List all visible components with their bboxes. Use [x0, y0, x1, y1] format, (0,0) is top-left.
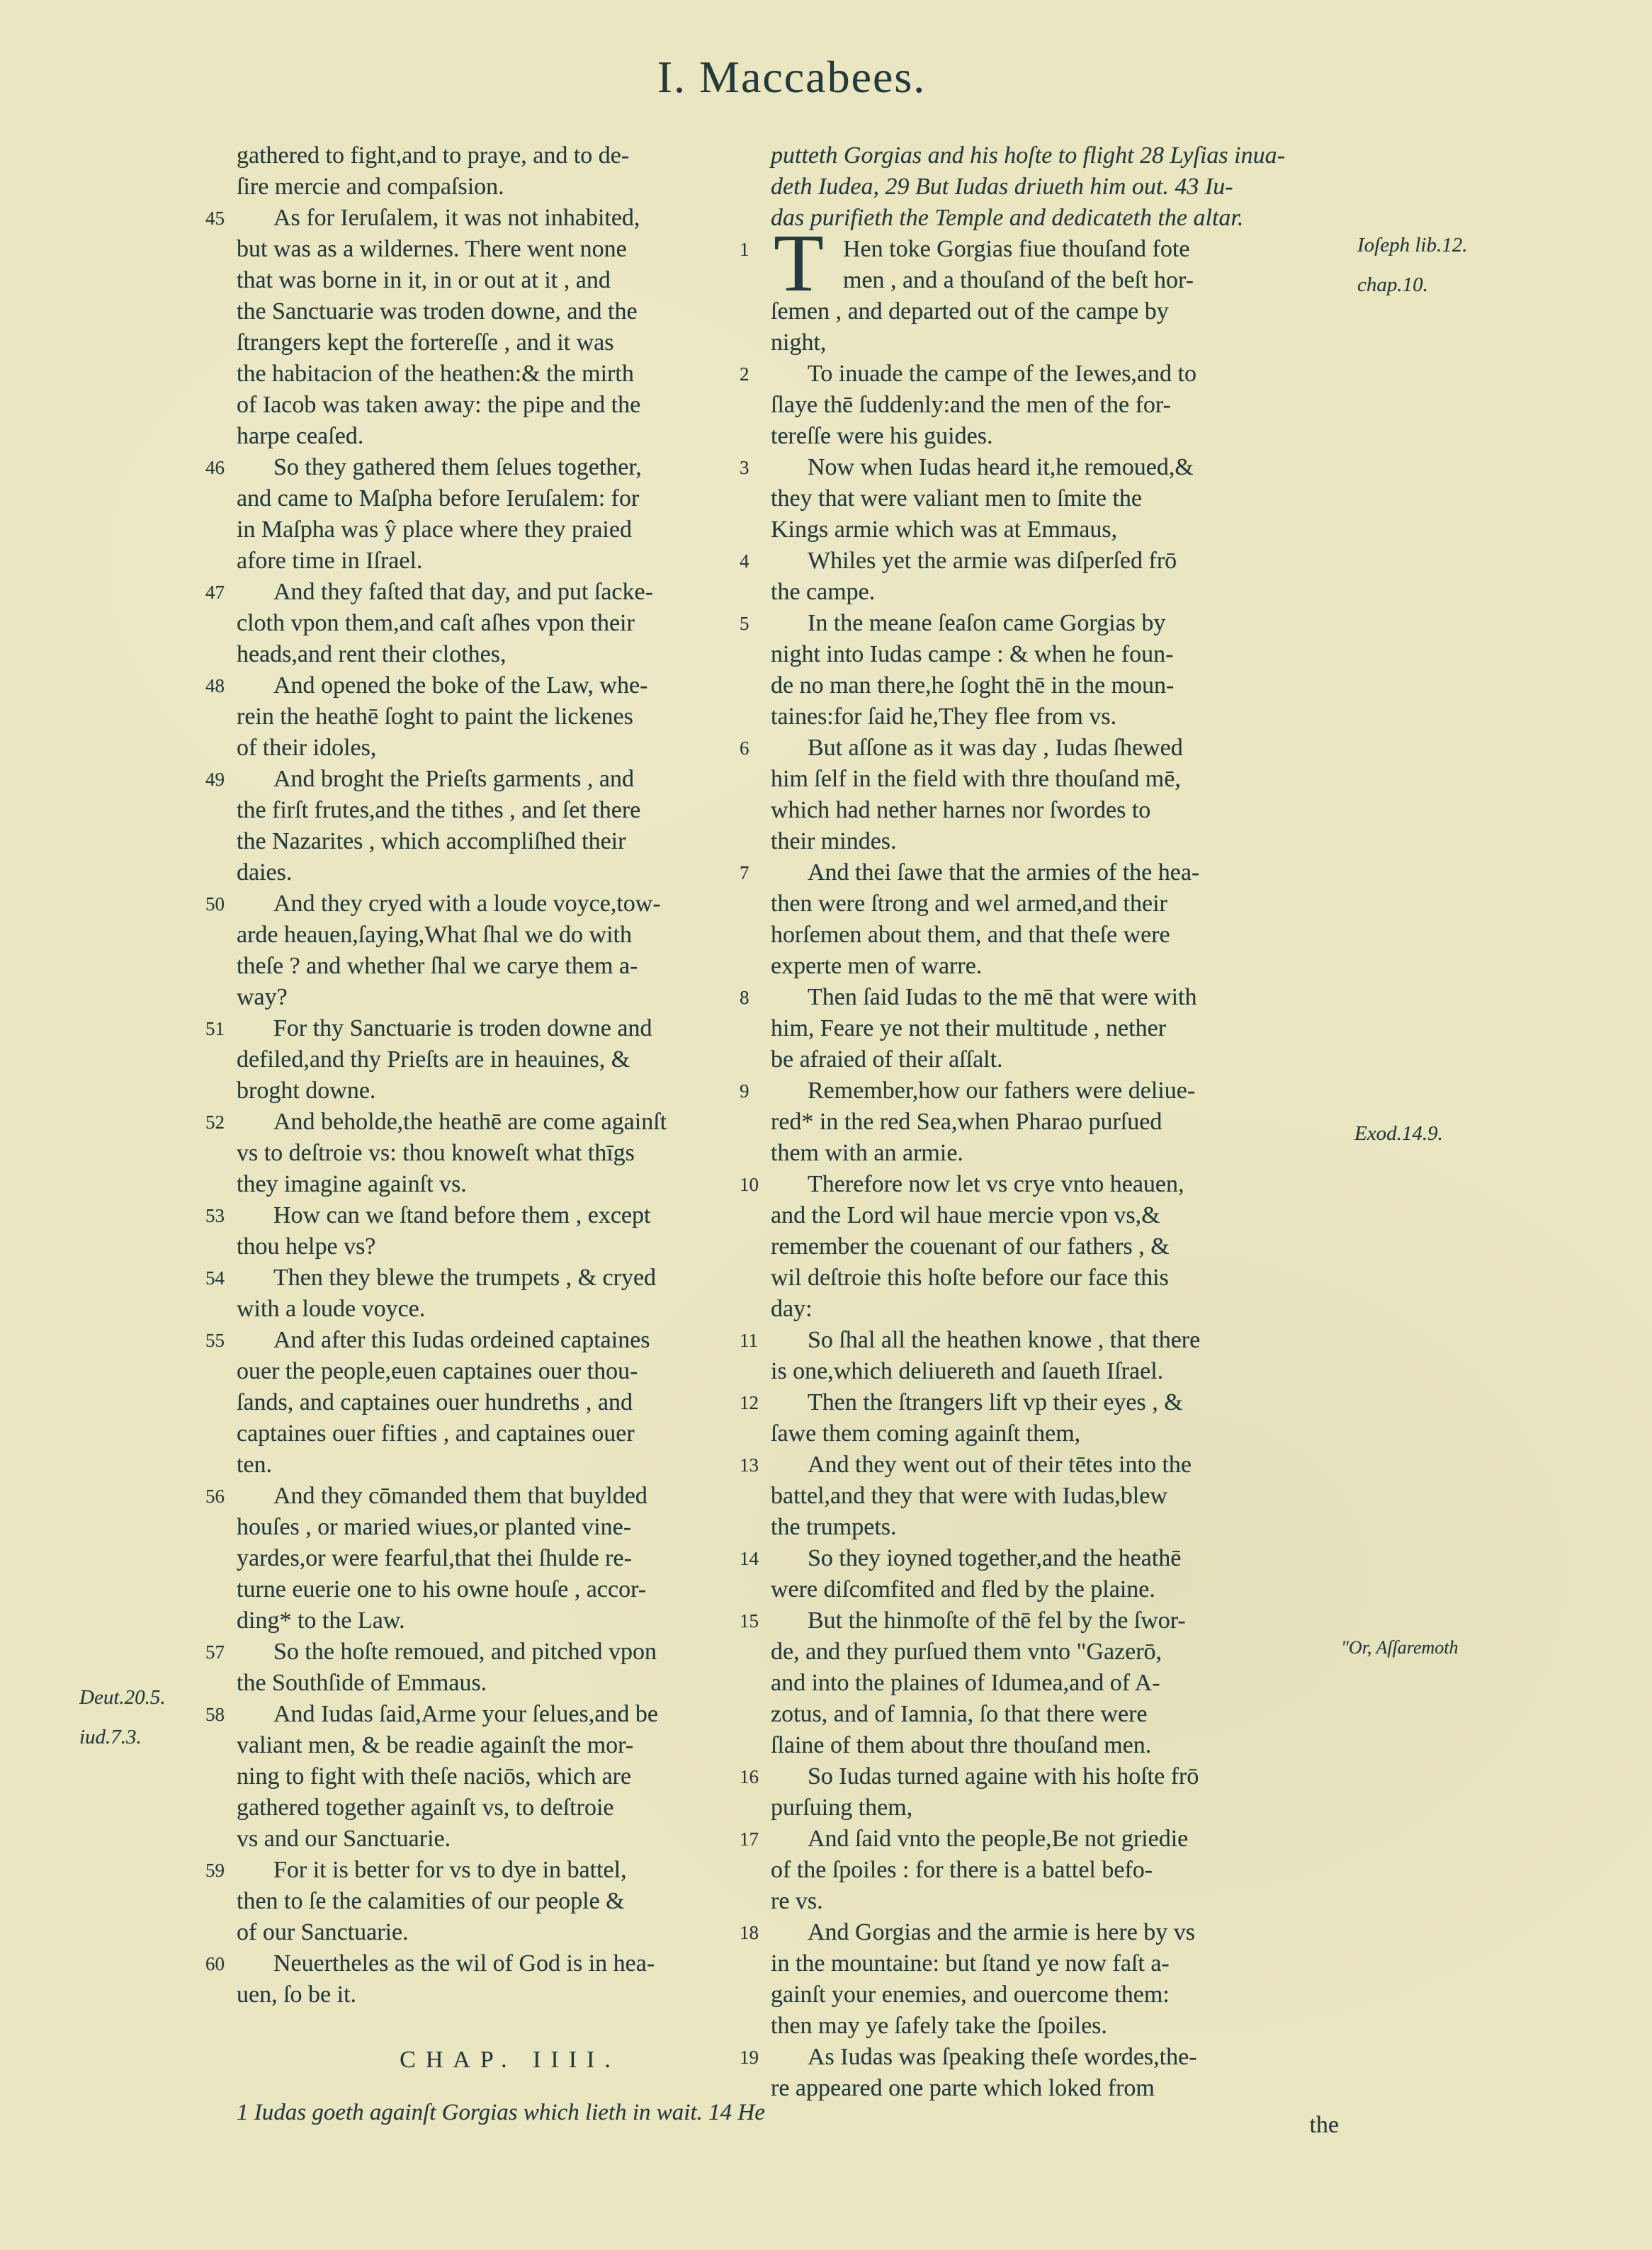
verse-line: men , and a thouſand of the beſt hor-	[843, 267, 1194, 293]
verse-line: re appeared one parte which loked from	[771, 2075, 1155, 2101]
verse-line: that was borne in it, in or out at it , and	[237, 267, 611, 293]
verse-line: 56 And they cōmanded them that buylded	[205, 1483, 647, 1509]
verse-line: 45 As for Ieruſalem, it was not inhabited,	[205, 205, 640, 231]
verse-line: 46 So they gathered them ſelues together,	[205, 454, 642, 480]
verse-56	[205, 1481, 783, 1636]
verse-line: then may ye ſafely take the ſpoiles.	[771, 2013, 1107, 2039]
verse-7	[740, 857, 1367, 982]
verse-number: 55	[205, 1330, 225, 1351]
verse-line: 8 Then ſaid Iudas to the mē that were with	[740, 984, 1197, 1010]
margin-note-line: Exod.14.9.	[1354, 1122, 1443, 1145]
verse-number: 9	[740, 1080, 749, 1102]
verse-number: 12	[740, 1392, 759, 1413]
verse-line: ten.	[237, 1452, 273, 1478]
verse-4	[740, 545, 1367, 608]
verse-number: 52	[205, 1112, 225, 1133]
argument-line: deth Iudea, 29 But Iudas driueth him out. 43 Iu-	[771, 174, 1233, 200]
verse-line: ſawe them coming againſt them,	[771, 1420, 1081, 1447]
verse-line: horſemen about them, and that theſe were	[771, 922, 1170, 948]
verse-line: night,	[771, 329, 827, 356]
verse-57	[205, 1636, 783, 1699]
verse-number: 2	[740, 363, 749, 385]
verse-number: 48	[205, 675, 225, 696]
verse-54	[205, 1262, 783, 1325]
verse-number: 17	[740, 1828, 759, 1850]
verse-line: houſes , or maried wiues,or planted vine-	[237, 1514, 632, 1540]
verse-line: remember the couenant of our fathers , &	[771, 1233, 1170, 1260]
verse-number: 1	[740, 239, 749, 260]
verse-line: vs to deſtroie vs: thou knoweſt what thīgs	[237, 1140, 635, 1166]
verse-number: 58	[205, 1704, 225, 1725]
margin-note-exodus	[1354, 1114, 1443, 1153]
verse-line: afore time in Iſrael.	[237, 548, 423, 574]
verse-line: of Iacob was taken away: the pipe and the	[237, 392, 641, 418]
verse-line: 47 And they faſted that day, and put ſacke-	[205, 579, 653, 605]
text-line: gathered to fight,and to praye, and to de-	[237, 142, 630, 169]
verse-11	[740, 1325, 1367, 1387]
verse-45	[205, 203, 783, 452]
verse-line: 9 Remember,how our fathers were deliue-	[740, 1078, 1196, 1104]
verse-number: 18	[740, 1922, 759, 1943]
verse-line: 10 Therefore now let vs crye vnto heauen,	[740, 1171, 1184, 1197]
verse-continuation	[237, 140, 783, 203]
verse-number: 15	[740, 1610, 759, 1632]
verse-line: 54 Then they blewe the trumpets , & cryed	[205, 1265, 657, 1291]
verse-line: harpe ceaſed.	[237, 423, 364, 449]
argument-line: putteth Gorgias and his hoſte to flight 28 Lyſias inua-	[771, 142, 1285, 169]
verse-line: ning to fight with theſe naciōs, which are	[237, 1763, 632, 1790]
verse-17	[740, 1824, 1367, 1917]
verse-line: 53 How can we ſtand before them , except	[205, 1202, 651, 1228]
verse-line: gathered together againſt vs, to deſtroie	[237, 1794, 614, 1821]
verse-line: the firſt frutes,and the tithes , and ſet there	[237, 797, 641, 823]
verse-line: and the Lord wil haue mercie vpon vs,&	[771, 1202, 1160, 1228]
verse-line: 15 But the hinmoſte of thē fel by the ſwor-	[740, 1607, 1186, 1634]
verse-12	[740, 1387, 1367, 1449]
left-column	[205, 140, 783, 2128]
verse-number: 4	[740, 550, 749, 572]
verse-number: 59	[205, 1860, 225, 1881]
verse-line: ſands, and captaines ouer hundreths , and	[237, 1389, 633, 1415]
verse-line: purſuing them,	[771, 1794, 913, 1821]
verse-line: 11 So ſhal all the heathen knowe , that there	[740, 1327, 1201, 1353]
verse-line: turne euerie one to his owne houſe , accor-	[237, 1576, 647, 1602]
verse-line: with a loude voyce.	[237, 1296, 426, 1322]
verse-line: 12 Then the ſtrangers lift vp their eyes , &	[740, 1389, 1183, 1415]
verse-line: 1 Hen toke Gorgias fiue thouſand fote	[740, 236, 1190, 262]
verse-line: ſlaine of them about thre thouſand men.	[771, 1732, 1152, 1758]
verse-line: them with an armie.	[771, 1140, 963, 1166]
verse-line: wil deſtroie this hoſte before our face this	[771, 1265, 1169, 1291]
verse-line: 60 Neuertheles as the wil of God is in hea-	[205, 1950, 655, 1977]
verse-line: they that were valiant men to ſmite the	[771, 485, 1142, 511]
verse-line: 57 So the hoſte remoued, and pitched vpon	[205, 1639, 657, 1665]
verse-line: 52 And beholde,the heathē are come againſt	[205, 1109, 667, 1135]
verse-52	[205, 1107, 783, 1200]
verse-line: ſlaye thē ſuddenly:and the men of the for-	[771, 392, 1171, 418]
verse-number: 50	[205, 893, 225, 915]
verse-line: de no man there,he ſoght thē in the moun-	[771, 672, 1175, 699]
verse-59	[205, 1855, 783, 1948]
verse-line: taines:for ſaid he,They flee from vs.	[771, 703, 1117, 730]
chapter-heading: CHAP. IIII.	[400, 2047, 621, 2073]
verse-line: then to ſe the calamities of our people &	[237, 1888, 625, 1914]
verse-line: him ſelf in the field with thre thouſand mē,	[771, 766, 1181, 792]
verse-line: 14 So they ioyned together,and the heathē	[740, 1545, 1182, 1571]
verse-line: the Nazarites , which accompliſhed their	[237, 828, 626, 854]
verse-5	[740, 608, 1367, 733]
verse-line: ſemen , and departed out of the campe by	[771, 298, 1169, 324]
margin-note-line: Ioſeph lib.12.	[1357, 234, 1468, 256]
verse-number: 57	[205, 1641, 225, 1663]
verse-line: 2 To inuade the campe of the Iewes,and to	[740, 361, 1196, 387]
verse-line: the campe.	[771, 579, 876, 605]
verse-line: thou helpe vs?	[237, 1233, 376, 1260]
verse-line: 55 And after this Iudas ordeined captaines	[205, 1327, 650, 1353]
verse-line: defiled,and thy Prieſts are in heauines, &	[237, 1046, 630, 1073]
verse-50	[205, 888, 783, 1013]
verse-line: re vs.	[771, 1888, 823, 1914]
verse-line: and came to Maſpha before Ieruſalem: for	[237, 485, 640, 511]
verse-line: 50 And they cryed with a loude voyce,tow-	[205, 891, 661, 917]
verse-line: 19 As Iudas was ſpeaking theſe wordes,the-	[740, 2044, 1197, 2070]
chapter-summary: 1 Iudas goeth againſt Gorgias which lieth in wait. 14 He	[237, 2100, 765, 2125]
verse-line: 4 Whiles yet the armie was diſperſed frō	[740, 548, 1177, 574]
right-column	[740, 140, 1367, 2141]
verse-15	[740, 1605, 1367, 1761]
verse-number: 10	[740, 1174, 759, 1195]
verse-line: and into the plaines of Idumea,and of A-	[771, 1670, 1160, 1696]
verse-line: tereſſe were his guides.	[771, 423, 993, 449]
verse-line: 17 And ſaid vnto the people,Be not griedie	[740, 1826, 1189, 1852]
verse-9	[740, 1075, 1367, 1169]
verse-46	[205, 452, 783, 577]
margin-note-assaremoth	[1341, 1628, 1458, 1668]
verse-number: 16	[740, 1766, 759, 1787]
verse-10	[740, 1169, 1367, 1325]
verse-line: battel,and they that were with Iudas,blew	[771, 1483, 1167, 1509]
verse-line: ding* to the Law.	[237, 1607, 405, 1634]
verse-line: in the mountaine: but ſtand ye now faſt a-	[771, 1950, 1170, 1977]
verse-6	[740, 733, 1367, 857]
verse-line: they imagine againſt vs.	[237, 1171, 467, 1197]
left-verses	[205, 203, 783, 2011]
verse-line: of the ſpoiles : for there is a battel befo-	[771, 1857, 1153, 1883]
verse-number: 54	[205, 1267, 225, 1289]
verse-49	[205, 764, 783, 888]
verse-line: de, and they purſued them vnto "Gazerō,	[771, 1639, 1162, 1665]
verse-53	[205, 1200, 783, 1262]
verse-line: uen, ſo be it.	[237, 1982, 357, 2008]
verse-47	[205, 577, 783, 670]
verse-line: ouer the people,euen captaines ouer thou-	[237, 1358, 638, 1384]
verse-line: daies.	[237, 859, 293, 886]
verse-number: 6	[740, 737, 749, 759]
verse-line: vs and our Sanctuarie.	[237, 1826, 451, 1852]
catchword: the	[1309, 2112, 1339, 2138]
verse-number: 46	[205, 457, 225, 478]
verse-number: 5	[740, 613, 749, 634]
verse-line: the habitacion of the heathen:& the mirth	[237, 361, 634, 387]
verse-number: 47	[205, 582, 225, 603]
verse-number: 7	[740, 862, 749, 883]
margin-note-line: "Or, Aſſaremoth	[1341, 1637, 1459, 1658]
verse-line: 51 For thy Sanctuarie is troden downe and	[205, 1015, 652, 1041]
verse-51	[205, 1013, 783, 1107]
verse-line: 49 And broght the Prieſts garments , and	[205, 766, 634, 792]
drop-cap: T	[774, 218, 824, 309]
verse-line: the Southſide of Emmaus.	[237, 1670, 487, 1696]
verse-number: 14	[740, 1548, 759, 1569]
verse-18	[740, 1917, 1367, 2042]
verse-number: 3	[740, 457, 749, 478]
verse-line: 58 And Iudas ſaid,Arme your ſelues,and be	[205, 1701, 658, 1727]
verse-line: broght downe.	[237, 1078, 376, 1104]
page-title: I. Maccabees.	[657, 52, 927, 102]
verse-number: 13	[740, 1454, 759, 1476]
argument-line: das purifieth the Temple and dedicateth the altar.	[771, 205, 1244, 231]
verse-line: 16 So Iudas turned againe with his hoſte frō	[740, 1763, 1199, 1790]
text-line: ſire mercie and compaſsion.	[237, 174, 504, 200]
verse-line: zotus, and of Iamnia, ſo that there were	[771, 1701, 1148, 1727]
verse-line: gainſt your enemies, and ouercome them:	[771, 1982, 1170, 2008]
verse-line: is one,which deliuereth and ſaueth Iſrael.	[771, 1358, 1164, 1384]
verse-number: 11	[740, 1330, 758, 1351]
verse-line: the trumpets.	[771, 1514, 897, 1540]
chapter-argument	[771, 140, 1367, 234]
verse-number: 49	[205, 769, 225, 790]
verse-line: be afraied of their aſſalt.	[771, 1046, 1003, 1073]
verse-8	[740, 982, 1367, 1075]
verse-55	[205, 1325, 783, 1481]
verse-line: of our Sanctuarie.	[237, 1919, 409, 1945]
margin-note-line: iud.7.3.	[79, 1726, 142, 1748]
verse-14	[740, 1543, 1367, 1605]
verse-number: 8	[740, 987, 749, 1008]
verse-number: 56	[205, 1486, 225, 1507]
verse-line: their mindes.	[771, 828, 897, 854]
verse-line: then were ſtrong and wel armed,and their	[771, 891, 1167, 917]
verse-line: day:	[771, 1296, 813, 1322]
verse-line: Kings armie which was at Emmaus,	[771, 516, 1118, 543]
verse-58	[205, 1699, 783, 1855]
verse-line: arde heauen,ſaying,What ſhal we do with	[237, 922, 632, 948]
verse-line: 48 And opened the boke of the Law, whe-	[205, 672, 648, 699]
verse-number: 51	[205, 1018, 225, 1039]
verse-48	[205, 670, 783, 764]
verse-line: which had nether harnes nor ſwordes to	[771, 797, 1151, 823]
verse-60	[205, 1948, 783, 2011]
verse-line: him, Feare ye not their multitude , nether	[771, 1015, 1167, 1041]
verse-line: in Maſpha was ŷ place where they praied	[237, 516, 632, 543]
verse-line: but was as a wildernes. There went none	[237, 236, 627, 262]
verse-line: heads,and rent their clothes,	[237, 641, 507, 667]
verse-2	[740, 358, 1367, 452]
verse-number: 19	[740, 2047, 759, 2068]
verse-line: ſtrangers kept the fortereſſe , and it was	[237, 329, 614, 356]
verse-line: cloth vpon them,and caſt aſhes vpon their	[237, 610, 635, 636]
verse-line: captaines ouer fifties , and captaines ouer	[237, 1420, 635, 1447]
verse-line: night into Iudas campe : & when he foun-	[771, 641, 1174, 667]
verse-19	[740, 2042, 1367, 2104]
verse-number: 60	[205, 1953, 225, 1974]
verse-line: 7 And thei ſawe that the armies of the hea-	[740, 859, 1200, 886]
margin-note-line: chap.10.	[1357, 273, 1428, 296]
verse-line: 18 And Gorgias and the armie is here by vs	[740, 1919, 1196, 1945]
verse-16	[740, 1761, 1367, 1824]
verse-line: rein the heathē ſoght to paint the lickenes	[237, 703, 633, 730]
verse-line: 5 In the meane ſeaſon came Gorgias by	[740, 610, 1166, 636]
verse-line: experte men of warre.	[771, 953, 983, 979]
verse-line: 3 Now when Iudas heard it,he remoued,&	[740, 454, 1194, 480]
verse-line: of their idoles,	[237, 735, 377, 761]
margin-note-deut	[79, 1678, 166, 1757]
verse-line: were diſcomfited and fled by the plaine.	[771, 1576, 1155, 1602]
verse-number: 53	[205, 1205, 225, 1226]
verse-line: red* in the red Sea,when Pharao purſued	[771, 1109, 1162, 1135]
verse-line: 6 But aſſone as it was day , Iudas ſhewed	[740, 735, 1183, 761]
verse-number: 45	[205, 208, 225, 229]
verse-line: the Sanctuarie was troden downe, and the	[237, 298, 638, 324]
verse-3	[740, 452, 1367, 545]
verse-13	[740, 1449, 1367, 1543]
margin-note-josephus	[1357, 225, 1467, 305]
verse-line: 59 For it is better for vs to dye in battel,	[205, 1857, 627, 1883]
margin-note-line: Deut.20.5.	[79, 1686, 166, 1709]
verse-line: theſe ? and whether ſhal we carye them a-	[237, 953, 638, 979]
verse-line: way?	[237, 984, 288, 1010]
verse-line: 13 And they went out of their tētes into the	[740, 1452, 1192, 1478]
verse-line: yardes,or were fearful,that thei ſhulde re-	[237, 1545, 632, 1571]
verse-line: valiant men, & be readie againſt the mor-	[237, 1732, 634, 1758]
